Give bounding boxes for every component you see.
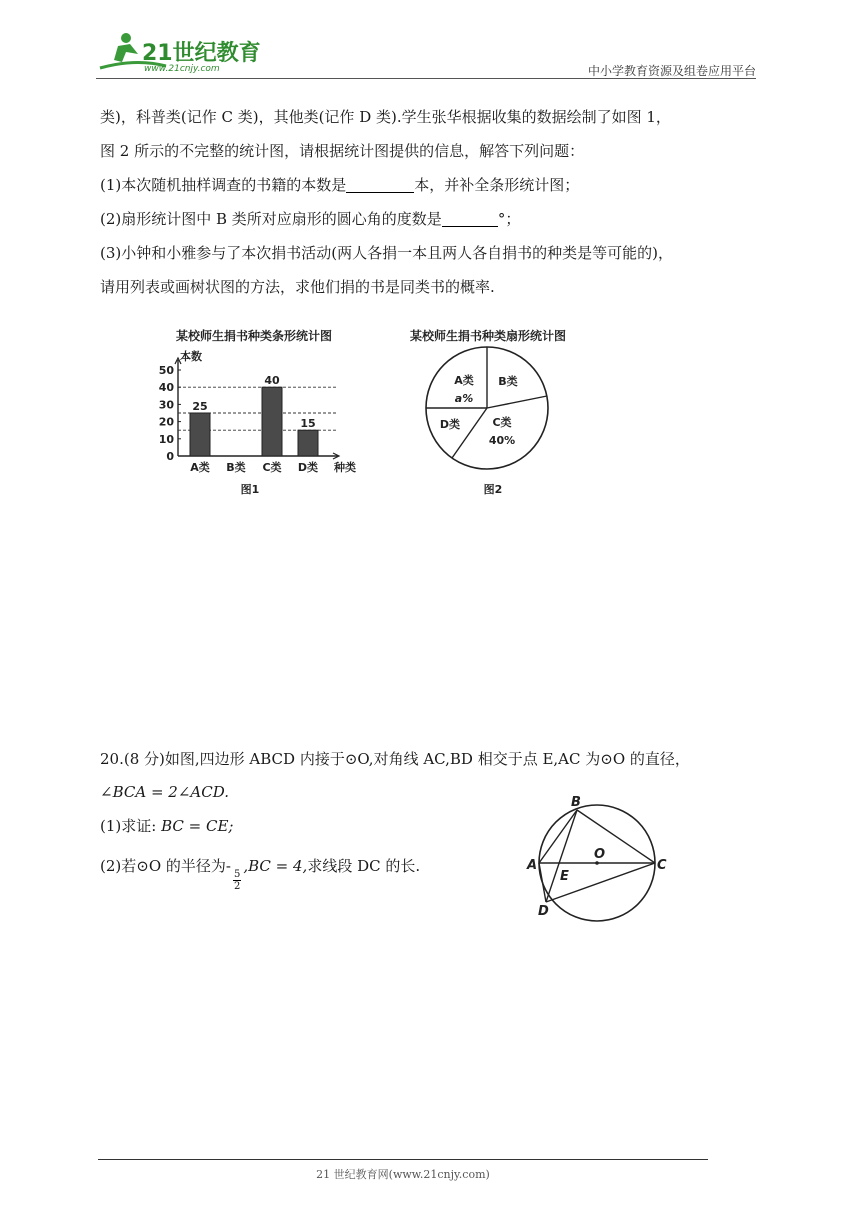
point-label-e: E [560, 869, 569, 884]
bar-category-label: B类 [226, 461, 246, 474]
pie-label-d: D类 [439, 418, 461, 431]
q20-line1: 20.(8 分)如图,四边形 ABCD 内接于⊙O,对角线 AC,BD 相交于点 E,AC 为⊙O 的直径， [100, 750, 690, 768]
bar-ytick-label: 0 [166, 450, 174, 463]
logo-url: www.21cnjy.com [144, 64, 220, 74]
pie-chart-title: 某校师生捐书种类扇形统计图 [409, 329, 567, 343]
segment-bc [577, 810, 655, 863]
q19-part1-after: 本，并补全条形统计图； [414, 176, 580, 194]
q19-line2: 图 2 所示的不完整的统计图，请根据统计图提供的信息，解答下列问题： [100, 142, 585, 160]
q19-line1: 类)，科普类(记作 C 类)，其他类(记作 D 类).学生张华根据收集的数据绘制了如图 1， [100, 108, 671, 126]
point-label-o: O [594, 847, 606, 862]
q20-part2-before: (2)若⊙O 的半径为 [100, 857, 226, 875]
pie-chart-caption: 图2 [483, 483, 503, 496]
circle-geometry-figure [520, 792, 680, 922]
bar-D类 [298, 430, 318, 456]
bar-ytick-label: 20 [158, 415, 174, 429]
bar-ytick-label: 30 [158, 398, 174, 412]
bar-chart-ylabel: 本数 [180, 350, 202, 363]
q20-part2 [100, 856, 420, 892]
q19-part2-before: (2)扇形统计图中 B 类所对应扇形的圆心角的度数是 [100, 210, 442, 228]
bar-category-label: A类 [190, 461, 210, 474]
radius-fraction [233, 869, 241, 892]
pie-value-c: 40% [488, 434, 516, 447]
pie-value-a: a% [454, 392, 474, 405]
q19-part1 [100, 175, 579, 195]
q19-part2 [100, 209, 520, 229]
bar-chart-title: 某校师生捐书种类条形统计图 [175, 329, 333, 343]
footer-text: 21 世纪教育网(www.21cnjy.com) [316, 1168, 490, 1181]
q19-part3-line2: 请用列表或画树状图的方法，求他们捐的书是同类书的概率. [100, 278, 495, 296]
point-label-b: B [571, 795, 581, 810]
segment-bd [546, 810, 577, 902]
bar-ytick-label: 50 [158, 364, 174, 377]
bar-ytick-label: 40 [158, 381, 174, 395]
bar-ytick-label: 10 [158, 432, 174, 446]
q19-part3-line1: (3)小钟和小雅参与了本次捐书活动(两人各捐一本且两人各自捐书的种类是等可能的)， [100, 244, 673, 262]
bar-chart [150, 322, 380, 502]
bar-data-label: 25 [192, 400, 208, 413]
header [96, 28, 756, 78]
point-label-d: D [538, 904, 549, 919]
pie-label-a: A类 [454, 374, 474, 387]
q20-part2-minus: - [225, 857, 231, 875]
logo-text: 21世纪教育 [142, 41, 261, 66]
fraction-numerator: 5 [233, 869, 241, 880]
bar-A类 [190, 413, 210, 456]
footer-rule [98, 1159, 708, 1160]
q20-part2-math: ,BC = 4, [243, 857, 308, 875]
bar-category-label: D类 [297, 461, 319, 474]
q19-part1-before: (1)本次随机抽样调查的书籍的本数是 [100, 176, 347, 194]
header-right-text: 中小学教育资源及组卷应用平台 [587, 64, 756, 78]
bar-chart-caption: 图1 [240, 483, 260, 496]
pie-label-b: B类 [498, 375, 518, 388]
segment-ad [539, 863, 546, 902]
answer-blank-1[interactable] [346, 176, 414, 193]
header-rule [96, 78, 756, 79]
q19-part2-after: °； [497, 210, 521, 228]
answer-blank-2[interactable] [442, 210, 498, 227]
q20-part1-label: (1)求证: [100, 817, 162, 835]
bar-data-label: 15 [300, 417, 316, 431]
point-label-c: C [657, 858, 667, 873]
q20-part2-after: 求线段 DC 的长. [307, 857, 421, 875]
bar-data-label: 40 [264, 374, 280, 388]
bar-C类 [262, 387, 282, 456]
q20-part1-math: BC = CE; [161, 817, 234, 835]
point-label-a: A [527, 858, 538, 873]
q20-line2: ∠BCA = 2∠ACD. [100, 783, 229, 801]
pie-chart [390, 322, 590, 502]
bar-chart-xlabel: 种类 [334, 461, 356, 474]
q20-part1 [100, 816, 233, 836]
bar-category-label: C类 [262, 461, 282, 474]
fraction-denominator: 2 [233, 881, 241, 892]
pie-label-c: C类 [492, 416, 512, 429]
